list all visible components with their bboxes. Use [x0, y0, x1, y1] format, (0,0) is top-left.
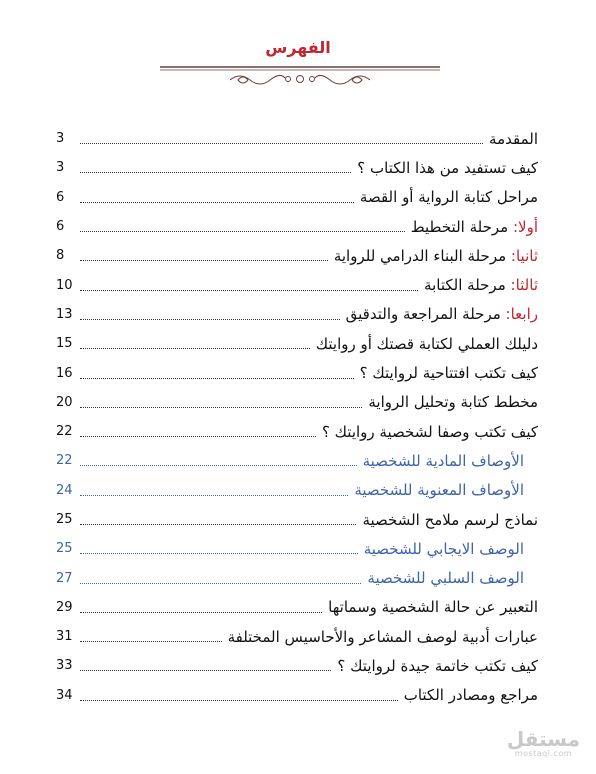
toc-entry-ordinal: ثالثا: [510, 276, 538, 295]
dot-leader [80, 553, 358, 554]
toc-entry-title [350, 481, 538, 499]
toc-entry-text: المقدمة [489, 129, 538, 148]
dot-leader [80, 348, 310, 349]
page-number: 6 [56, 189, 65, 205]
dot-leader [80, 641, 222, 642]
toc-entry-title [407, 218, 538, 236]
toc-entry-text: الأوصاف المعنوية للشخصية [354, 481, 524, 500]
toc-entry[interactable] [56, 329, 538, 358]
page-number: 29 [56, 599, 73, 615]
toc-entry-text: كيف تكتب وصفا لشخصية روايتك ؟ [321, 422, 538, 441]
page-number: 16 [56, 365, 73, 381]
toc-entry[interactable] [56, 300, 538, 329]
page-number: 31 [56, 629, 73, 645]
dot-leader [80, 290, 418, 291]
dot-leader [80, 436, 316, 437]
page-title: الفهرس [265, 38, 331, 57]
toc-entry[interactable] [56, 212, 538, 241]
page-number: 10 [56, 277, 73, 293]
dot-leader [80, 378, 354, 379]
page-number: 22 [56, 424, 73, 440]
toc-entry[interactable] [56, 505, 538, 534]
page-number: 8 [56, 248, 65, 264]
toc-entry-title [364, 393, 538, 411]
page-number: 6 [56, 219, 65, 235]
toc-entry-text: كيف تكتب افتتاحية لروايتك ؟ [359, 364, 538, 383]
toc-entry-text: مراحل كتابة الرواية أو القصة [359, 188, 538, 207]
ornament-divider [160, 62, 440, 92]
watermark-logo: مستقل [506, 727, 580, 751]
toc-entry-title [359, 452, 538, 470]
dot-leader [80, 202, 354, 203]
dot-leader [80, 495, 348, 496]
page-number: 15 [56, 336, 73, 352]
page-number: 34 [56, 687, 73, 703]
toc-entry-ordinal: ثانيا: [510, 246, 538, 265]
toc-entry-title [330, 247, 538, 265]
toc-entry[interactable] [56, 417, 538, 446]
page-number: 3 [56, 160, 65, 176]
toc-entry[interactable] [56, 241, 538, 270]
toc-entry-text: كيف تستفيد من هذا الكتاب ؟ [357, 158, 538, 177]
toc-entry[interactable] [56, 446, 538, 475]
dot-leader [80, 172, 351, 173]
toc-entry[interactable] [56, 388, 538, 417]
toc-entry[interactable] [56, 153, 538, 182]
dot-leader [80, 612, 322, 613]
toc-entry[interactable] [56, 534, 538, 563]
page-number: 22 [56, 453, 73, 469]
toc-entry-ordinal: أولا: [512, 217, 538, 236]
watermark [507, 729, 580, 758]
page-number: 33 [56, 658, 73, 674]
toc-entry[interactable] [56, 681, 538, 710]
dot-leader [80, 319, 340, 320]
toc-entry[interactable] [56, 476, 538, 505]
dot-leader [80, 524, 356, 525]
toc-entry[interactable] [56, 563, 538, 592]
page-number: 27 [56, 570, 73, 586]
toc-list [56, 124, 538, 710]
page-number: 25 [56, 541, 73, 557]
dot-leader [80, 700, 398, 701]
toc-entry[interactable] [56, 183, 538, 212]
toc-entry-text: الأوصاف المادية للشخصية [362, 451, 524, 470]
page-number: 3 [56, 131, 65, 147]
dot-leader [80, 465, 357, 466]
toc-entry-text: الوصف الايجابي للشخصية [363, 539, 524, 558]
toc-entry-text: التعبير عن حالة الشخصية وسماتها [328, 598, 538, 617]
toc-entry-text: مراجع ومصادر الكتاب [403, 686, 538, 705]
toc-entry[interactable] [56, 651, 538, 680]
dot-leader [80, 583, 361, 584]
watermark-url: mostaql.com [514, 749, 573, 758]
toc-entry-title [400, 686, 538, 704]
toc-entry-title [318, 423, 538, 441]
toc-entry-text: نماذج لرسم ملامح الشخصية [362, 510, 538, 529]
toc-entry-text: مرحلة المراجعة والتدقيق [345, 305, 501, 324]
toc-entry-title [224, 628, 538, 646]
toc-entry-title [324, 598, 538, 616]
toc-entry[interactable] [56, 270, 538, 299]
toc-entry[interactable] [56, 358, 538, 387]
page-number: 24 [56, 482, 73, 498]
page-number: 20 [56, 394, 73, 410]
toc-entry-title [485, 130, 538, 148]
toc-entry-title [342, 305, 538, 323]
toc-entry-title [360, 540, 538, 558]
toc-entry[interactable] [56, 124, 538, 153]
toc-entry-title [356, 188, 538, 206]
page-number: 13 [56, 306, 73, 322]
dot-leader [80, 670, 331, 671]
toc-entry-text: الوصف السلبي للشخصية [367, 569, 524, 588]
toc-entry-title [312, 335, 538, 353]
toc-entry-text: كيف تكتب خاتمة جيدة لروايتك ؟ [337, 656, 538, 675]
toc-entry-title [353, 159, 538, 177]
toc-entry-text: مخطط كتابة وتحليل الرواية [368, 393, 538, 412]
dot-leader [80, 407, 362, 408]
dot-leader [80, 231, 405, 232]
toc-entry-title [356, 364, 538, 382]
page-number: 25 [56, 512, 73, 527]
toc-entry-text: مرحلة التخطيط [410, 217, 509, 236]
toc-entry-text: مرحلة الكتابة [424, 276, 506, 295]
dot-leader [80, 143, 483, 144]
toc-entry-text: دليلك العملي لكتابة قصتك أو روايتك [315, 334, 538, 353]
toc-entry-text: عبارات أدبية لوصف المشاعر والأحاسيس المختلفة [227, 627, 538, 646]
toc-entry[interactable] [56, 622, 538, 651]
toc-entry-title [363, 569, 538, 587]
toc-entry-title [358, 511, 538, 529]
toc-entry-title [420, 276, 538, 294]
toc-entry-title [333, 657, 538, 675]
toc-entry[interactable] [56, 593, 538, 622]
toc-entry-text: مرحلة البناء الدرامي للرواية [333, 246, 507, 265]
toc-entry-ordinal: رابعا: [505, 305, 538, 324]
dot-leader [80, 260, 328, 261]
